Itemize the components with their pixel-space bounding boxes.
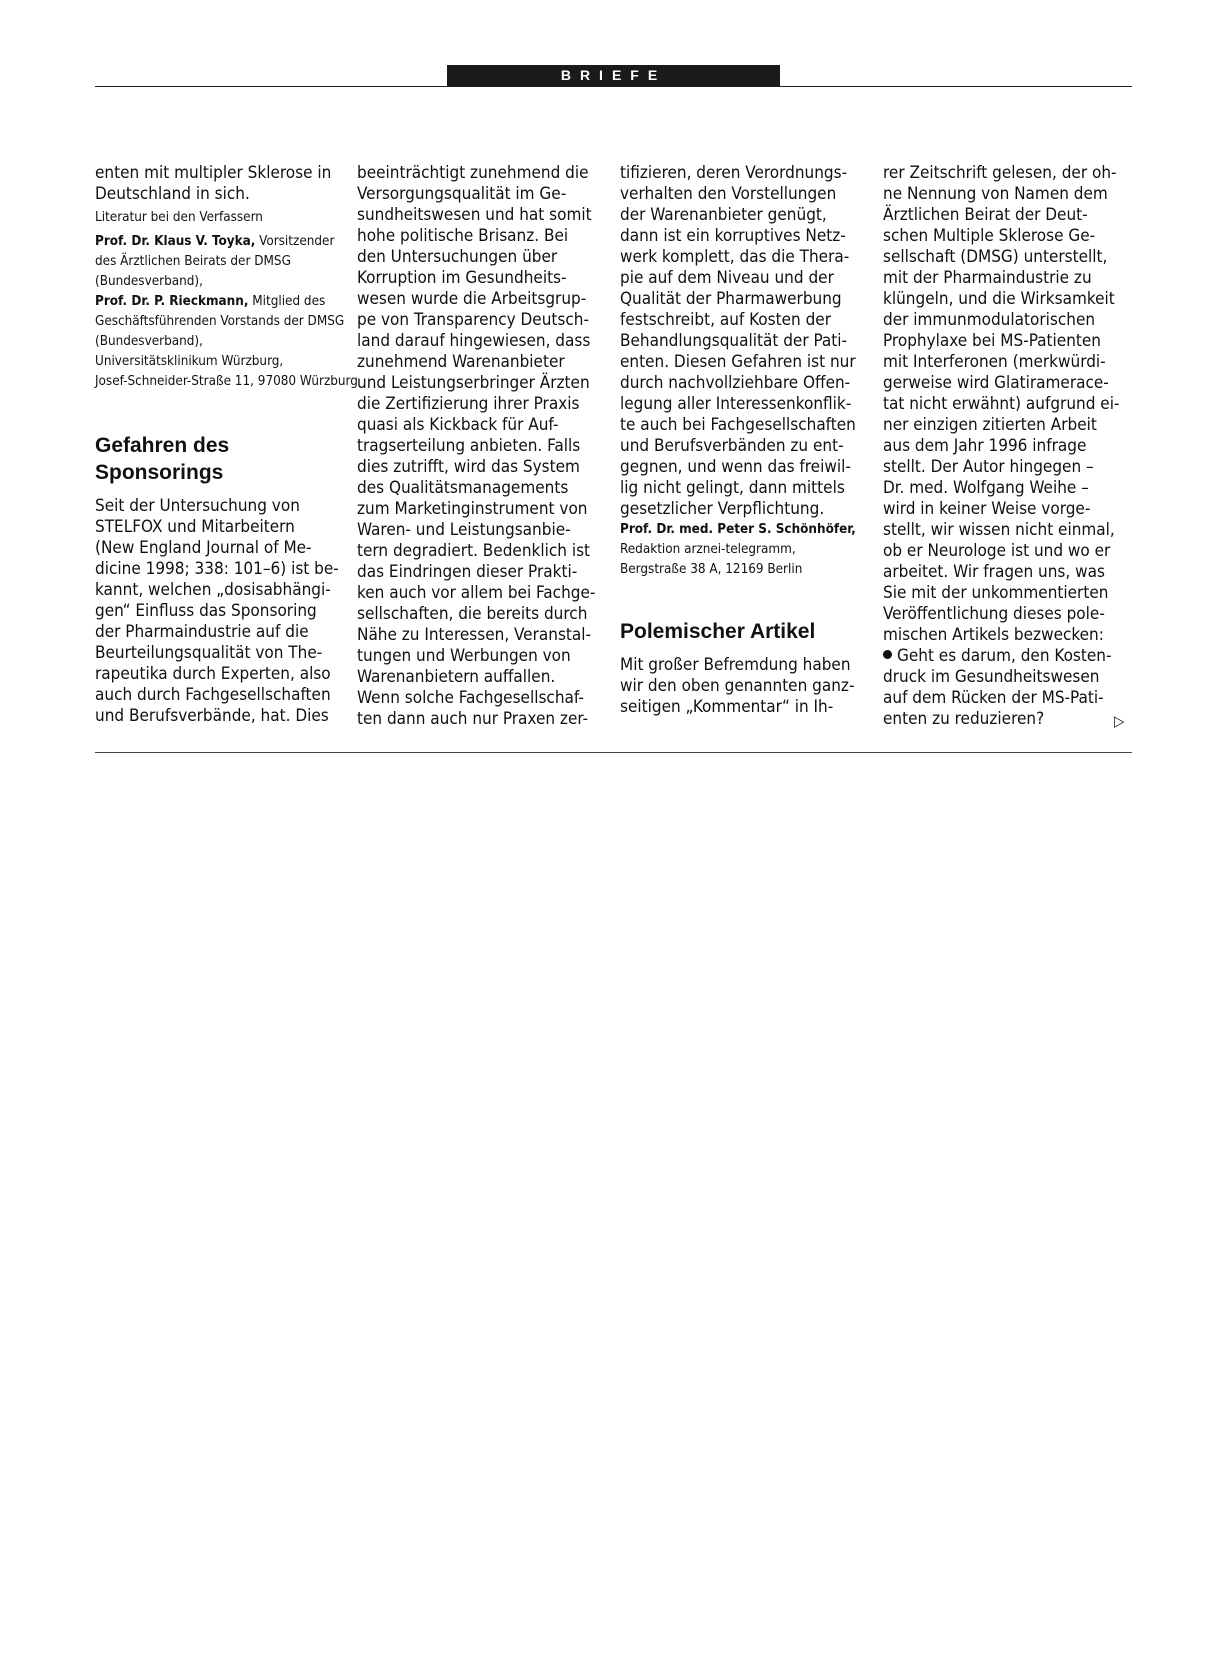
author-2-role: Mitglied des bbox=[248, 294, 326, 309]
text-line: verhalten den Vorstellungen bbox=[620, 184, 837, 204]
text-line: Veröffentlichung dieses pole- bbox=[883, 604, 1105, 624]
text-line: auf dem Rücken der MS-Pati- bbox=[883, 688, 1104, 708]
text-line: dies zutrifft, wird das System bbox=[357, 457, 580, 477]
text-line: seitigen „Kommentar“ in Ih- bbox=[620, 697, 834, 717]
text-line: legung aller Interessenkonflik- bbox=[620, 394, 852, 414]
text-line: des Qualitätsmanagements bbox=[357, 478, 569, 498]
text-line: enten mit multipler Sklerose in bbox=[95, 163, 332, 183]
text-line: klüngeln, und die Wirksamkeit bbox=[883, 289, 1115, 309]
text-line: stellt, wir wissen nicht einmal, bbox=[883, 520, 1115, 540]
column-2 bbox=[357, 163, 609, 730]
text-line: gegnen, und wenn das freiwil- bbox=[620, 457, 851, 477]
bullet-line bbox=[883, 646, 1135, 667]
author-2 bbox=[95, 292, 347, 312]
text-line: sellschaften, die bereits durch bbox=[357, 604, 588, 624]
text-line: wir den oben genannten ganz- bbox=[620, 676, 855, 696]
text-line: tat nicht erwähnt) aufgrund ei- bbox=[883, 394, 1120, 414]
text-line: gerweise wird Glatiramerace- bbox=[883, 373, 1109, 393]
text-line: Qualität der Pharmawerbung bbox=[620, 289, 842, 309]
text-line: Dr. med. Wolfgang Weihe – bbox=[883, 478, 1089, 498]
text-line: durch nachvollziehbare Offen- bbox=[620, 373, 851, 393]
text-line: festschreibt, auf Kosten der bbox=[620, 310, 831, 330]
text-line: Wenn solche Fachgesellschaf- bbox=[357, 688, 584, 708]
text-line: ner einzigen zitierten Arbeit bbox=[883, 415, 1097, 435]
text-line: Sie mit der unkommentierten bbox=[883, 583, 1109, 603]
text-line: aus dem Jahr 1996 infrage bbox=[883, 436, 1087, 456]
section-header: BRIEFE bbox=[447, 65, 780, 86]
text-line: mischen Artikels bezwecken: bbox=[883, 625, 1104, 645]
text-line: lig nicht gelingt, dann mittels bbox=[620, 478, 845, 498]
text-line: sundheitswesen und hat somit bbox=[357, 205, 592, 225]
text-line: land darauf hingewiesen, dass bbox=[357, 331, 591, 351]
text-line: Nähe zu Interessen, Veranstal- bbox=[357, 625, 592, 645]
text-line: und Berufsverbände, hat. Dies bbox=[95, 706, 329, 726]
text-line: mit der Pharmaindustrie zu bbox=[883, 268, 1092, 288]
text-line: pie auf dem Niveau und der bbox=[620, 268, 834, 288]
text-line: wird in keiner Weise vorge- bbox=[883, 499, 1091, 519]
text-line: mit Interferonen (merkwürdi- bbox=[883, 352, 1106, 372]
text-line: den Untersuchungen über bbox=[357, 247, 558, 267]
text-line: zunehmend Warenanbieter bbox=[357, 352, 565, 372]
author-2-line: Josef-Schneider-Straße 11, 97080 Würzburg bbox=[95, 374, 358, 389]
continue-arrow-icon: ▷ bbox=[1114, 712, 1125, 730]
section-heading: Polemischer Artikel bbox=[620, 620, 816, 643]
text-line: rapeutika durch Experten, also bbox=[95, 664, 331, 684]
text-line: dann ist ein korruptives Netz- bbox=[620, 226, 846, 246]
text-line: beeinträchtigt zunehmend die bbox=[357, 163, 589, 183]
text-line: schen Multiple Sklerose Ge- bbox=[883, 226, 1096, 246]
text-line: druck im Gesundheitswesen bbox=[883, 667, 1100, 687]
text-line: Prophylaxe bei MS-Patienten bbox=[883, 331, 1102, 351]
text-line: ne Nennung von Namen dem bbox=[883, 184, 1108, 204]
text-line: Ärztlichen Beirat der Deut- bbox=[883, 205, 1088, 225]
text-line: tragserteilung anbieten. Falls bbox=[357, 436, 581, 456]
section-heading: Sponsorings bbox=[95, 461, 224, 484]
text-line: der Warenanbieter genügt, bbox=[620, 205, 827, 225]
text-line: quasi als Kickback für Auf- bbox=[357, 415, 559, 435]
text-line: Versorgungsqualität im Ge- bbox=[357, 184, 567, 204]
text-line: STELFOX und Mitarbeitern bbox=[95, 517, 295, 537]
header-rule bbox=[95, 86, 1132, 87]
text-line: tern degradiert. Bedenklich ist bbox=[357, 541, 591, 561]
text-line: das Eindringen dieser Prakti- bbox=[357, 562, 578, 582]
text-line: Behandlungsqualität der Pati- bbox=[620, 331, 848, 351]
author-1-line: des Ärztlichen Beirats der DMSG bbox=[95, 254, 291, 269]
text-line: gen“ Einfluss das Sponsoring bbox=[95, 601, 317, 621]
text-line: stellt. Der Autor hingegen – bbox=[883, 457, 1094, 477]
text-line: sellschaft (DMSG) unterstellt, bbox=[883, 247, 1108, 267]
text-line: Beurteilungsqualität von The- bbox=[95, 643, 323, 663]
text-line: te auch bei Fachgesellschaften bbox=[620, 415, 856, 435]
text-line: werk komplett, das die Thera- bbox=[620, 247, 850, 267]
column-4 bbox=[883, 163, 1135, 730]
text-line: hohe politische Brisanz. Bei bbox=[357, 226, 569, 246]
text-line: ken auch vor allem bei Fachge- bbox=[357, 583, 596, 603]
literature-note: Literatur bei den Verfassern bbox=[95, 210, 263, 225]
author-name: Prof. Dr. med. Peter S. Schönhöfer, bbox=[620, 522, 856, 537]
text-line: rer Zeitschrift gelesen, der oh- bbox=[883, 163, 1117, 183]
text-line: dicine 1998; 338: 101–6) ist be- bbox=[95, 559, 339, 579]
text-line: die Zertifizierung ihrer Praxis bbox=[357, 394, 580, 414]
author-2-line: Geschäftsführenden Vorstands der DMSG bbox=[95, 314, 345, 329]
text-line: Waren- und Leistungsanbie- bbox=[357, 520, 571, 540]
column-3 bbox=[620, 163, 872, 718]
author-line: Redaktion arznei-telegramm, bbox=[620, 542, 796, 557]
text-line: und Berufsverbänden zu ent- bbox=[620, 436, 844, 456]
text-line: auch durch Fachgesellschaften bbox=[95, 685, 331, 705]
bullet-text: Geht es darum, den Kosten- bbox=[897, 646, 1112, 666]
text-line: tungen und Werbungen von bbox=[357, 646, 571, 666]
text-line: wesen wurde die Arbeitsgrup- bbox=[357, 289, 587, 309]
section-heading: Gefahren des bbox=[95, 434, 230, 457]
bullet-icon bbox=[883, 650, 892, 659]
text-line: enten zu reduzieren? bbox=[883, 709, 1045, 729]
author-2-line: Universitätsklinikum Würzburg, bbox=[95, 354, 284, 369]
column-1 bbox=[95, 163, 358, 727]
text-line: arbeitet. Wir fragen uns, was bbox=[883, 562, 1105, 582]
text-line: Mit großer Befremdung haben bbox=[620, 655, 851, 675]
text-line: Korruption im Gesundheits- bbox=[357, 268, 567, 288]
text-line: zum Marketinginstrument von bbox=[357, 499, 588, 519]
text-line: ten dann auch nur Praxen zer- bbox=[357, 709, 589, 729]
text-line: (New England Journal of Me- bbox=[95, 538, 312, 558]
text-line: enten. Diesen Gefahren ist nur bbox=[620, 352, 856, 372]
author-2-name: Prof. Dr. P. Rieckmann, bbox=[95, 294, 249, 309]
text-line: der immunmodulatorischen bbox=[883, 310, 1096, 330]
text-line: Deutschland in sich. bbox=[95, 184, 250, 204]
text-line: Warenanbietern auffallen. bbox=[357, 667, 556, 687]
text-line: Seit der Untersuchung von bbox=[95, 496, 300, 516]
bottom-rule bbox=[95, 752, 1132, 753]
text-line: kannt, welchen „dosisabhängi- bbox=[95, 580, 331, 600]
author-2-line: (Bundesverband), bbox=[95, 334, 203, 349]
text-line: ob er Neurologe ist und wo er bbox=[883, 541, 1111, 561]
author-1-role: Vorsitzender bbox=[255, 234, 335, 249]
text-line: tifizieren, deren Verordnungs- bbox=[620, 163, 848, 183]
author-line: Bergstraße 38 A, 12169 Berlin bbox=[620, 562, 803, 577]
text-line: pe von Transparency Deutsch- bbox=[357, 310, 589, 330]
author-1-line: (Bundesverband), bbox=[95, 274, 203, 289]
text-line: und Leistungserbringer Ärzten bbox=[357, 373, 590, 393]
author-1 bbox=[95, 232, 347, 252]
author-1-name: Prof. Dr. Klaus V. Toyka, bbox=[95, 234, 256, 249]
text-line: der Pharmaindustrie auf die bbox=[95, 622, 309, 642]
text-line: gesetzlicher Verpflichtung. bbox=[620, 499, 825, 519]
